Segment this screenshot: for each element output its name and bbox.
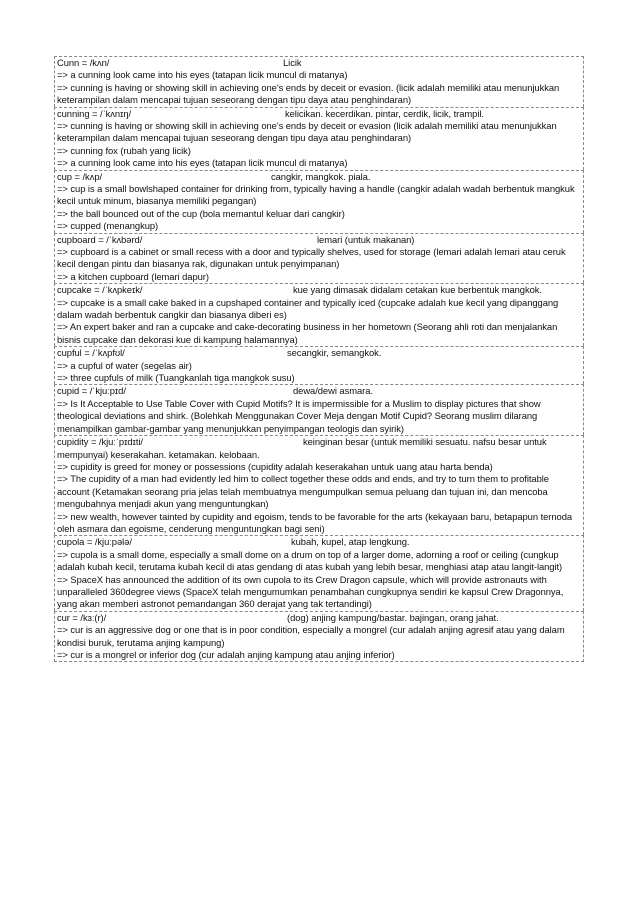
entry-example-line: => cupboard is a cabinet or small recess with a door and typically shelves, used for storage (lemari adalah lemari atau ceruk kecil dengan pintu dan biasanya rak, digunakan untuk penyimpanan) bbox=[57, 246, 566, 270]
entry-example-line: => a cupful of water (segelas air) bbox=[57, 359, 192, 371]
entry-headword: cupful = /ˈkʌpfʊl/ bbox=[57, 347, 125, 359]
entry-cupidity bbox=[54, 435, 584, 535]
entry-cupful bbox=[54, 346, 584, 384]
entry-cup bbox=[54, 170, 584, 233]
entry-meaning: dewa/dewi asmara. bbox=[293, 385, 373, 397]
entry-meaning: Licik bbox=[283, 57, 302, 68]
entry-example-line: => cupidity is greed for money or possessions (cupidity adalah keserakahan untuk uang atau harta benda) bbox=[57, 460, 493, 472]
entry-headword: cupidity = /kjuːˈpɪdɪti/ bbox=[57, 436, 143, 448]
entry-headword: cupola = /kjuːpələ/ bbox=[57, 536, 132, 548]
entry-headword: cunning = /ˈkʌnɪŋ/ bbox=[57, 107, 132, 119]
entry-meaning: kelicikan. kecerdikan. pintar, cerdik, licik, trampil. bbox=[285, 107, 484, 119]
entry-example-line: => cup is a small bowlshaped container for drinking from, typically having a handle (cangkir adalah wadah berbentuk mangkuk kecil untuk minum, biasanya memiliki pegangan) bbox=[57, 183, 575, 207]
entry-cunning bbox=[54, 107, 584, 170]
entry-example-line: => new wealth, however tainted by cupidity and egoism, tends to be favorable for the arts (kekayaan baru, betapapun ternoda oleh asmara dan egoisme, cenderung menguntungkan bagi seni) bbox=[57, 510, 573, 534]
entry-example-line: => a cunning look came into his eyes (tatapan licik muncul di matanya) bbox=[57, 69, 348, 81]
entry-cupcake bbox=[54, 283, 584, 346]
entry-example-line: => Is It Acceptable to Use Table Cover with Cupid Motifs? It is impermissible for a Muslim to display pictures that show theological deviations and shirk. (Bolehkah Menggunakan Cover Meja dengan Motif Cupid? Seorang muslim dilarang menampilkan gambar-gambar yang menunjukkan penyimpangan teologis dan syirik) bbox=[57, 397, 541, 434]
entry-meaning: kubah, kupel, atap lengkung. bbox=[291, 536, 410, 548]
entry-meaning: cangkir, mangkok. piala. bbox=[271, 170, 371, 182]
entry-headword: Cunn = /kʌn/ bbox=[57, 57, 110, 68]
entry-example-line: => cupola is a small dome, especially a small dome on a drum on top of a larger dome, adorning a roof or ceiling (cungkup adalah kubah kecil, terutama kubah kecil di atas gendang di atas kubah yang lebih besar, menghiasi atap atau langit-langit) bbox=[57, 548, 563, 573]
entry-cur bbox=[54, 611, 584, 663]
entry-example-line: => An expert baker and ran a cupcake and cake-decorating business in her hometown (Seorang ahli roti dan menjalankan bisnis cupcake dan dekorasi kue di kampung halamannya) bbox=[57, 321, 558, 345]
entry-example-line: => a kitchen cupboard (lemari dapur) bbox=[57, 270, 209, 282]
entry-example-line: => cunning is having or showing skill in achieving one's ends by deceit or evasion (licik adalah memiliki atau menunjukkan keterampilan dalam mencapai tujuan seseorang dengan tipu daya atau penghindaran) bbox=[57, 120, 557, 144]
entry-cupid bbox=[54, 384, 584, 435]
dictionary-sheet bbox=[54, 56, 584, 662]
entry-example-line: => three cupfuls of milk (Tuangkanlah tiga mangkok susu) bbox=[57, 372, 295, 384]
entry-meaning: kue yang dimasak didalam cetakan kue berbentuk mangkok. bbox=[293, 284, 542, 296]
entry-cupola bbox=[54, 535, 584, 610]
entry-cupboard bbox=[54, 233, 584, 284]
entry-headword: cupboard = /ˈkʌbərd/ bbox=[57, 233, 143, 245]
entry-example-line: => cur is a mongrel or inferior dog (cur adalah anjing kampung atau anjing inferior) bbox=[57, 648, 395, 660]
entry-headword: cur = /kɜː(r)/ bbox=[57, 611, 107, 623]
entry-meaning: secangkir, semangkok. bbox=[287, 347, 382, 359]
entry-example-line: => cunning fox (rubah yang licik) bbox=[57, 144, 191, 156]
entry-meaning: keinginan besar (untuk memiliki sesuatu. nafsu besar untuk mempunyai) keserakahan. ketamakan. kelobaan. bbox=[57, 436, 547, 460]
entry-headword: cup = /kʌp/ bbox=[57, 170, 103, 182]
entry-example-line: => SpaceX has announced the addition of its own cupola to its Crew Dragon capsule, which will provide astronauts with unparalleled 360degree views (SpaceX telah mengumumkan penambahan cungkupnya sendiri ke kapsul Crew Dragonnya, yang akan memberi astronot pemandangan 360 derajat yang tak tertandingi) bbox=[57, 573, 564, 610]
entry-example-line: => cupped (menangkup) bbox=[57, 220, 159, 232]
entry-example-line: => the ball bounced out of the cup (bola memantul keluar dari cangkir) bbox=[57, 207, 345, 219]
entry-example-line: => a cunning look came into his eyes (tatapan licik muncul di matanya) bbox=[57, 157, 348, 169]
entry-headword: cupcake = /ˈkʌpkeɪk/ bbox=[57, 284, 143, 296]
entry-meaning: (dog) anjing kampung/bastar. bajingan, orang jahat. bbox=[287, 611, 499, 623]
entry-cunn bbox=[54, 56, 584, 107]
entry-example-line: => cupcake is a small cake baked in a cupshaped container and typically iced (cupcake adalah kue kecil yang dipanggang dalam wadah berbentuk cangkir dan biasanya diberi es) bbox=[57, 296, 559, 321]
entry-headword: cupid = /ˈkjuːpɪd/ bbox=[57, 385, 126, 397]
entry-example-line: => cur is an aggressive dog or one that is in poor condition, especially a mongrel (cur adalah anjing agresif atau yang dalam kondisi buruk, terutama anjing kampung) bbox=[57, 624, 565, 648]
entry-meaning: lemari (untuk makanan) bbox=[317, 233, 415, 245]
entry-example-line: => cunning is having or showing skill in achieving one's ends by deceit or evasion. (licik adalah memiliki atau menunjukkan keterampilan dalam mencapai tujuan seseorang dengan tipu daya atau penghindaran) bbox=[57, 81, 560, 106]
entry-example-line: => The cupidity of a man had evidently led him to collect together these odds and ends, and try to turn them to profitable account (Ketamakan seorang pria jelas telah membuatnya mengumpulkan semua peluang dan tujuan ini, dan mencoba mengubahnya menjadi akun yang menguntungkan) bbox=[57, 473, 549, 510]
